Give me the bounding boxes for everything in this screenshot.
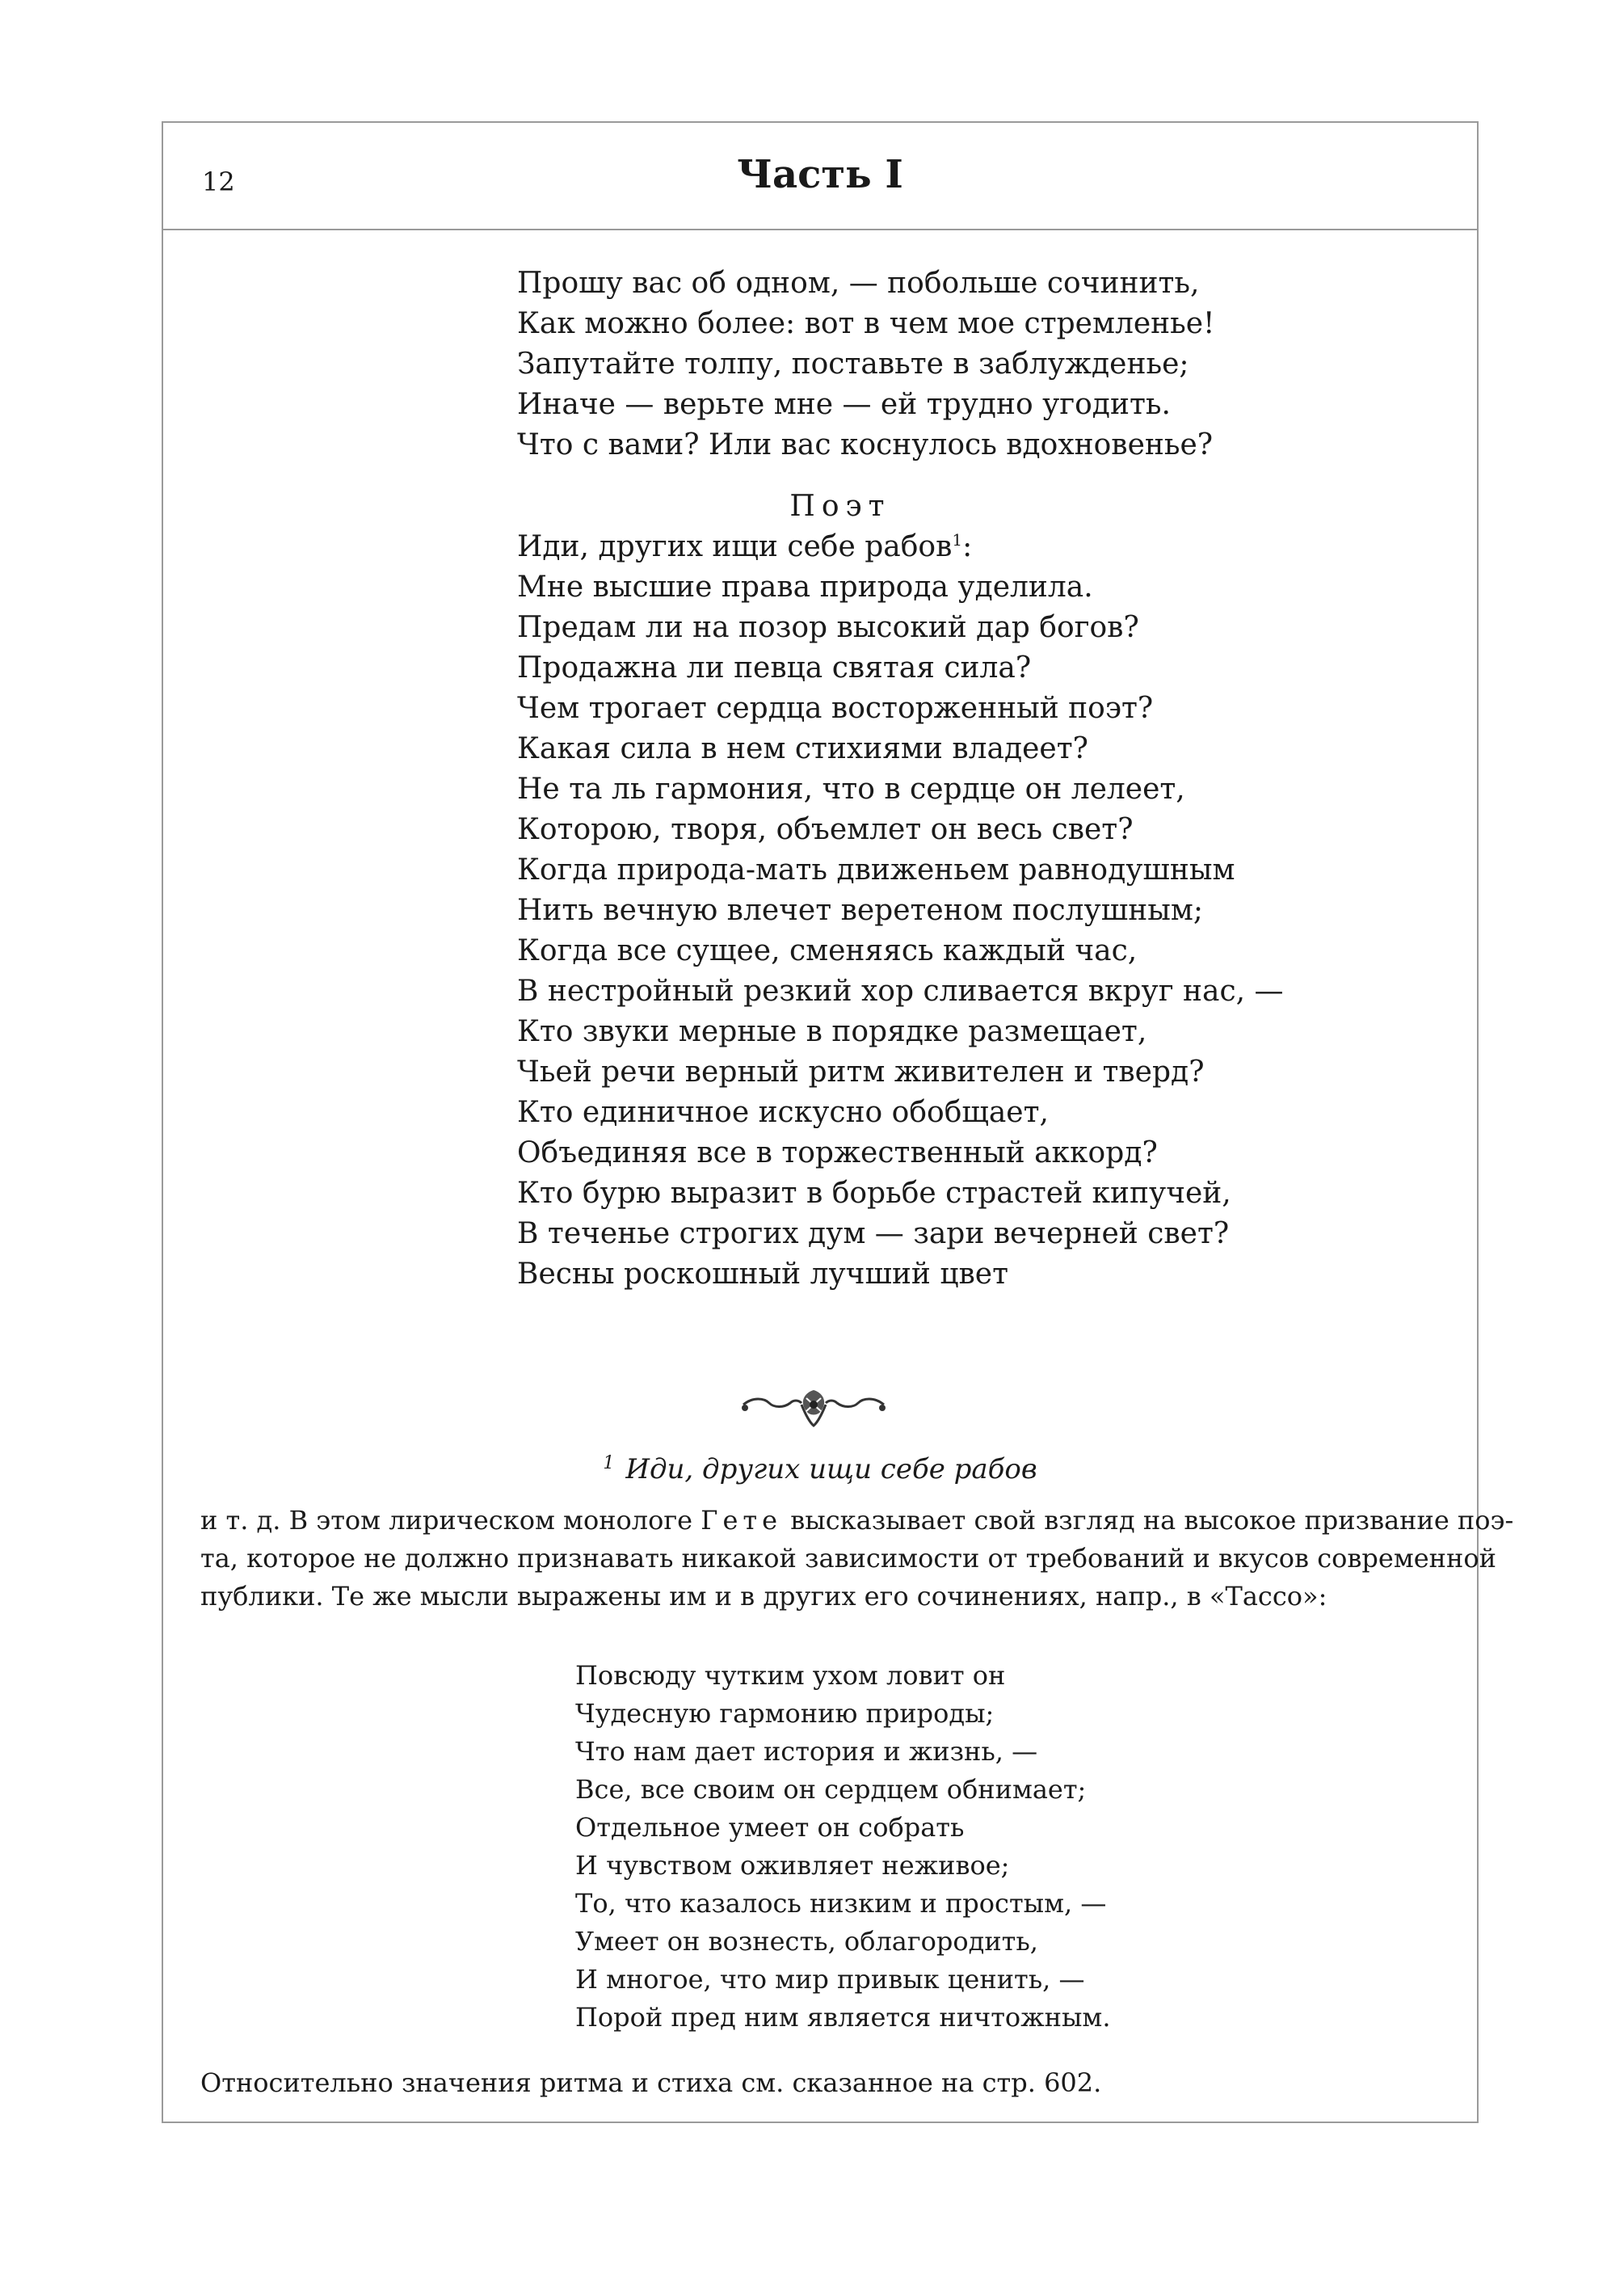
verse-line: Что с вами? Или вас коснулось вдохновенье? <box>517 428 1214 461</box>
quote-line: Чудесную гармонию природы; <box>575 1698 995 1729</box>
footnote-line <box>200 1502 1514 1540</box>
verse-line: Кто единичное искусно обобщает, <box>517 1096 1049 1129</box>
footnote-reference[interactable]: 1 <box>952 530 963 550</box>
verse-line: Весны роскошный лучший цвет <box>517 1258 1009 1291</box>
verse-line: Запутайте толпу, поставьте в заблужденье; <box>517 348 1189 381</box>
quote-line: Все, все своим он сердцем обнимает; <box>575 1774 1087 1805</box>
quoted-verse <box>575 1657 1110 2037</box>
verse-line <box>517 527 1284 567</box>
verse-line-punctuation: : <box>962 530 973 563</box>
verse-line: В теченье строгих дум — зари вечерней свет? <box>517 1217 1230 1250</box>
author-name: Гете <box>701 1505 783 1536</box>
verse-line: В нестройный резкий хор сливается вкруг нас, — <box>517 975 1284 1008</box>
page-number: 12 <box>202 166 235 197</box>
verse-line: Иначе — верьте мне — ей трудно угодить. <box>517 388 1171 421</box>
vignette-ornament-icon <box>737 1376 890 1432</box>
footnote-text: высказывает свой взгляд на высокое призвание поэ- <box>782 1505 1514 1536</box>
verse-line: Не та ль гармония, что в сердце он лелеет, <box>517 773 1185 806</box>
verse-line: Какая сила в нем стихиями владеет? <box>517 732 1088 765</box>
footnote-heading <box>162 1451 1479 1488</box>
verse-line: Кто бурю выразит в борьбе страстей кипучей, <box>517 1177 1231 1210</box>
quote-line: То, что казалось низким и простым, — <box>575 1888 1107 1919</box>
quote-line: Что нам дает история и жизнь, — <box>575 1736 1038 1767</box>
quote-line: И чувством оживляет неживое; <box>575 1850 1010 1881</box>
quote-line: Умеет он вознесть, облагородить, <box>575 1926 1038 1957</box>
quote-line: Порой пред ним является ничтожным. <box>575 2002 1111 2033</box>
footnote-line: та, которое не должно признавать никакой зависимости от требований и вкусов современной <box>200 1543 1496 1574</box>
page-title: Часть I <box>737 152 903 197</box>
verse-line: Объединяя все в торжественный аккорд? <box>517 1136 1158 1169</box>
verse-line: Как можно более: вот в чем мое стремленье! <box>517 307 1215 340</box>
verse-line: Чем трогает сердца восторженный поэт? <box>517 692 1154 725</box>
verse-line-text: Иди, других ищи себе рабов <box>517 530 953 563</box>
verse-line: Нить вечную влечет веретеном послушным; <box>517 894 1203 927</box>
verse-line: Когда природа-мать движеньем равнодушным <box>517 853 1235 887</box>
verse-line: Прошу вас об одном, — побольше сочинить, <box>517 267 1200 300</box>
verse-line: Продажна ли певца святая сила? <box>517 651 1032 685</box>
speaker-label: Поэт <box>789 490 891 523</box>
verse-stanza-2 <box>517 527 1284 1295</box>
quote-line: И многое, что мир привык ценить, — <box>575 1964 1085 1995</box>
quote-line: Повсюду чутким ухом ловит он <box>575 1660 1006 1691</box>
verse-stanza-1 <box>517 263 1215 466</box>
closing-note: Относительно значения ритма и стиха см. сказанное на стр. 602. <box>200 2067 1102 2098</box>
footnote-body <box>200 1502 1514 1616</box>
footnote-heading-text: Иди, других ищи себе рабов <box>625 1453 1037 1485</box>
footnote-mark: 1 <box>603 1452 615 1473</box>
verse-line: Чьей речи верный ритм живителен и тверд? <box>517 1056 1205 1089</box>
verse-line: Предам ли на позор высокий дар богов? <box>517 611 1139 644</box>
footnote-line: публики. Те же мысли выражены им и в других его сочинениях, напр., в «Тассо»: <box>200 1581 1327 1612</box>
verse-line: Когда все сущее, сменяясь каждый час, <box>517 934 1138 967</box>
quote-line: Отдельное умеет он собрать <box>575 1812 965 1843</box>
verse-line: Мне высшие права природа уделила. <box>517 571 1093 604</box>
verse-line: Которою, творя, объемлет он весь свет? <box>517 813 1134 846</box>
verse-line: Кто звуки мерные в порядке размещает, <box>517 1015 1147 1048</box>
footnote-text: и т. д. В этом лирическом монологе <box>200 1505 701 1536</box>
header-rule <box>162 229 1479 230</box>
